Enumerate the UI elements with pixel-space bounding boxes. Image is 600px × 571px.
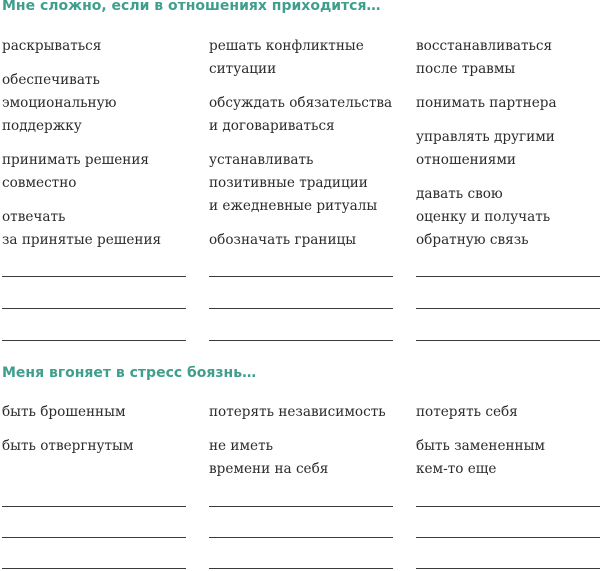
- writing-line[interactable]: [2, 276, 186, 277]
- section1-column-1: [2, 35, 192, 263]
- writing-line[interactable]: [2, 537, 186, 538]
- writing-line[interactable]: [416, 506, 600, 507]
- option-item: устанавливать позитивные традиции и ежедневные ритуалы: [209, 152, 378, 214]
- writing-line[interactable]: [2, 568, 186, 569]
- section1-heading: Мне сложно, если в отношениях приходится…: [2, 0, 381, 14]
- option-item: потерять себя: [416, 404, 518, 420]
- section2-column-1: [2, 401, 192, 469]
- option-item: понимать партнера: [416, 95, 557, 111]
- option-item: решать конфликтные ситуации: [209, 38, 364, 77]
- option-item: давать свою оценку и получать обратную связь: [416, 186, 551, 248]
- section2-heading: Меня вгоняет в стресс боязнь…: [2, 365, 257, 381]
- option-item: управлять другими отношениями: [416, 129, 555, 168]
- writing-line[interactable]: [209, 537, 393, 538]
- writing-line[interactable]: [416, 340, 600, 341]
- writing-line[interactable]: [209, 308, 393, 309]
- option-item: принимать решения совместно: [2, 152, 149, 191]
- option-item: обеспечивать эмоциональную поддержку: [2, 72, 117, 134]
- writing-line[interactable]: [2, 506, 186, 507]
- option-item: обозначать границы: [209, 232, 357, 248]
- section2-column-3: [416, 401, 600, 492]
- section2-column-2: [209, 401, 399, 492]
- option-item: восстанавливаться после травмы: [416, 38, 553, 77]
- option-item: не иметь времени на себя: [209, 438, 329, 477]
- option-item: быть отвергнутым: [2, 438, 134, 454]
- option-item: раскрываться: [2, 38, 102, 54]
- option-item: потерять независимость: [209, 404, 386, 420]
- writing-line[interactable]: [416, 568, 600, 569]
- writing-line[interactable]: [2, 308, 186, 309]
- option-item: обсуждать обязательства и договариваться: [209, 95, 393, 134]
- writing-line[interactable]: [416, 276, 600, 277]
- writing-line[interactable]: [209, 340, 393, 341]
- option-item: быть замененным кем-то еще: [416, 438, 546, 477]
- section1-column-2: [209, 35, 399, 263]
- option-item: отвечать за принятые решения: [2, 209, 162, 248]
- section1-column-3: [416, 35, 600, 263]
- writing-line[interactable]: [209, 568, 393, 569]
- writing-line[interactable]: [209, 276, 393, 277]
- writing-line[interactable]: [416, 537, 600, 538]
- writing-line[interactable]: [2, 340, 186, 341]
- option-item: быть брошенным: [2, 404, 126, 420]
- writing-line[interactable]: [416, 308, 600, 309]
- writing-line[interactable]: [209, 506, 393, 507]
